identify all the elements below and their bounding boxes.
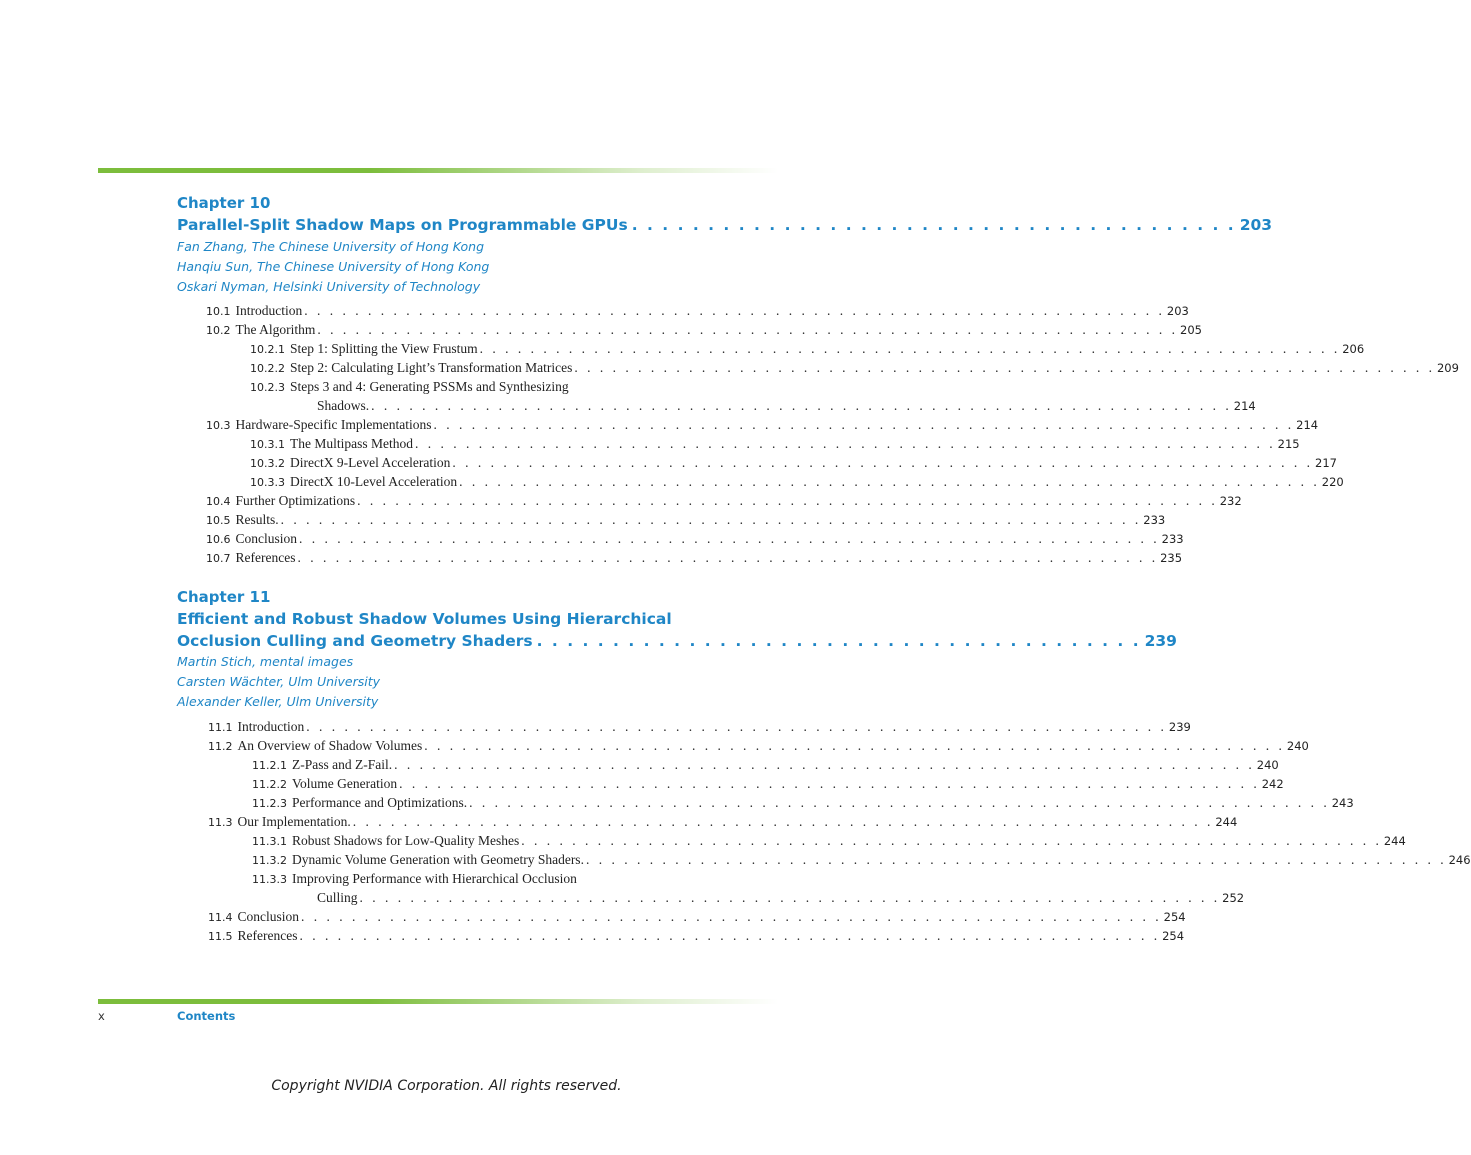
author: Alexander Keller, Ulm University (177, 694, 379, 709)
section-title: Z-Pass and Z-Fail. (292, 757, 393, 772)
toc-entry[interactable] (250, 474, 1344, 493)
section-page: 243 (1331, 796, 1354, 810)
section-number: 11.3.3 (252, 873, 287, 886)
section-page: 206 (1342, 342, 1365, 356)
section-page: 242 (1261, 777, 1284, 791)
page-number: x (98, 1009, 105, 1023)
section-title: The Algorithm (235, 322, 316, 337)
section-number: 10.2 (206, 324, 231, 337)
toc-entry[interactable] (206, 417, 1319, 436)
section-page: 217 (1315, 456, 1337, 470)
section-page: 214 (1296, 418, 1319, 432)
leader-dots: . . . . . . . . . . . . . . . . . . . . . . . . . . . . . . . . . . . . . . . . . . . . . . . . . . . . . . . . . . . . . . . . . . . . (585, 852, 1447, 867)
section-page: 214 (1233, 399, 1256, 413)
leader-dots: . . . . . . . . . . . . . . . . . . . . . . . . . . . . . . . . . . . . . . . . . . . . . . . . . . . . . . . . . . . . . . . . . . . . (415, 436, 1276, 451)
section-title: DirectX 10-Level Acceleration (290, 474, 458, 489)
section-page: 205 (1180, 323, 1202, 337)
section-number: 11.3.1 (252, 835, 287, 848)
toc-entry[interactable] (208, 719, 1191, 738)
section-number: 10.3 (206, 419, 231, 432)
bottom-rule (98, 999, 778, 1004)
toc-entry[interactable] (206, 512, 1166, 531)
toc-entry[interactable] (208, 814, 1238, 833)
leader-dots: . . . . . . . . . . . . . . . . . . . . . . . . . . . . . . . . . . . . . . . . . . . . . . . . . . . . . . . . . . . . . . . . . . . . (371, 398, 1232, 413)
section-number: 10.2.3 (250, 381, 285, 394)
section-title: References (235, 550, 296, 565)
section-title: The Multipass Method (290, 436, 413, 451)
chapter-label: Chapter 10 (177, 194, 271, 212)
section-page: 240 (1256, 758, 1279, 772)
section-number: 11.1 (208, 721, 233, 734)
section-number: 11.2.3 (252, 797, 287, 810)
leader-dots: . . . . . . . . . . . . . . . . . . . . . . . . . . . . . . . . . . . . . . . . . . . . . . . . . . . . . . . . . . . . . . . . . . . . (299, 928, 1161, 943)
section-title: Further Optimizations (235, 493, 356, 508)
section-page: 246 (1448, 853, 1471, 867)
section-title: Dynamic Volume Generation with Geometry Shaders. (292, 852, 584, 867)
copyright-notice: Copyright NVIDIA Corporation. All rights reserved. (271, 1078, 622, 1094)
section-title: Introduction (235, 303, 303, 318)
toc-entry[interactable] (252, 852, 1471, 871)
leader-dots: . . . . . . . . . . . . . . . . . . . . . . . . . . . . . . . . . . . . . . . . . . . . . . . . . . . . . . . . . . . . . . . . . . . . (304, 303, 1165, 318)
toc-entry[interactable] (250, 436, 1300, 455)
section-title: Culling (317, 890, 358, 905)
section-title: References (237, 928, 298, 943)
section-number: 11.5 (208, 930, 233, 943)
chapter-title[interactable]: Occlusion Culling and Geometry Shaders . . . . . . . . . . . . . . . . . . . . . . . . . . . . . . . . . . . . . . . . 239 (177, 632, 1177, 650)
toc-entry[interactable] (208, 738, 1309, 757)
chapter-title[interactable]: Parallel-Split Shadow Maps on Programmable GPUs . . . . . . . . . . . . . . . . . . . . . . . . . . . . . . . . . . . . . . . . 203 (177, 216, 1273, 234)
footer-section-link[interactable]: Contents (177, 1009, 236, 1023)
toc-entry[interactable] (206, 550, 1183, 569)
leader-dots: . . . . . . . . . . . . . . . . . . . . . . . . . . . . . . . . . . . . . . . . . . . . . . . . . . . . . . . . . . . . . . . . . . . . (352, 814, 1214, 829)
section-page: 244 (1383, 834, 1406, 848)
leader-dots: . . . . . . . . . . . . . . . . . . . . . . . . . . . . . . . . . . . . . . . . . . . . . . . . . . . . . . . . . . . . . . . . . . . . (301, 909, 1162, 924)
section-page: 209 (1436, 361, 1459, 375)
leader-dots: . . . . . . . . . . . . . . . . . . . . . . . . . . . . . . . . . . . . . . . . . . . . . . . . . . . . . . . . . . . . . . . . . . . . (399, 776, 1260, 791)
toc-entry[interactable] (208, 909, 1186, 928)
section-page: 215 (1277, 437, 1300, 451)
leader-dots: . . . . . . . . . . . . . . . . . . . . . . . . . . . . . . . . . . . . . . . . . . . . . . . . . . . . . . . . . . . . . . . . . . . . (452, 455, 1314, 470)
section-number: 10.1 (206, 305, 231, 318)
section-number: 11.4 (208, 911, 233, 924)
leader-dots: . . . . . . . . . . . . . . . . . . . . . . . . . . . . . . . . . . . . . . . . . . . . . . . . . . . . . . . . . . . . . . . . . . . . (574, 360, 1435, 375)
section-page: 233 (1161, 532, 1184, 546)
toc-entry[interactable] (206, 531, 1184, 550)
section-title: Conclusion (237, 909, 300, 924)
section-title: Performance and Optimizations. (292, 795, 468, 810)
section-page: 220 (1321, 475, 1344, 489)
toc-entry[interactable] (208, 928, 1185, 947)
section-page: 244 (1215, 815, 1238, 829)
section-number: 11.2 (208, 740, 233, 753)
author: Carsten Wächter, Ulm University (177, 674, 381, 689)
toc-entry[interactable] (206, 303, 1189, 322)
leader-dots: . . . . . . . . . . . . . . . . . . . . . . . . . . . . . . . . . . . . . . . . . . . . . . . . . . . . . . . . . . . . . . . . . . . . (306, 719, 1167, 734)
section-title: Results. (235, 512, 279, 527)
leader-dots: . . . . . . . . . . . . . . . . . . . . . . . . . . . . . . . . . . . . . . . . . . . . . . . . . . . . . . . . . . . . . . . . . . . . (469, 795, 1330, 810)
section-number: 11.2.2 (252, 778, 287, 791)
section-title: Improving Performance with Hierarchical Occlusion (292, 871, 577, 886)
section-page: 233 (1143, 513, 1166, 527)
section-number: 10.7 (206, 552, 231, 565)
section-title: Step 1: Splitting the View Frustum (290, 341, 478, 356)
section-title: Volume Generation (292, 776, 398, 791)
leader-dots: . . . . . . . . . . . . . . . . . . . . . . . . . . . . . . . . . . . . . . . . . . . . . . . . . . . . . . . . . . . . . . . . . . . . (433, 417, 1295, 432)
toc-entry[interactable] (206, 493, 1242, 512)
section-number: 11.3 (208, 816, 233, 829)
leader-dots: . . . . . . . . . . . . . . . . . . . . . . . . . . . . . . . . . . . . . . . . . . . . . . . . . . . . . . . . . . . . . . . . . . . . (479, 341, 1341, 356)
toc-entry[interactable] (252, 757, 1279, 776)
section-title: Shadows. (317, 398, 370, 413)
leader-dots: . . . . . . . . . . . . . . . . . . . . . . . . . . . . . . . . . . . . . . . . . . . . . . . . . . . . . . . . . . . . . . . . . . . . (299, 531, 1160, 546)
top-rule (98, 168, 778, 173)
chapter-page: 239 (1144, 632, 1177, 650)
section-title: Robust Shadows for Low-Quality Meshes (292, 833, 520, 848)
leader-dots: . . . . . . . . . . . . . . . . . . . . . . . . . . . . . . . . . . . . . . . . . . . . . . . . . . . . . . . . . . . . . . . . . . . . (459, 474, 1320, 489)
section-number: 10.2.1 (250, 343, 285, 356)
section-number: 10.3.3 (250, 476, 285, 489)
section-number: 10.2.2 (250, 362, 285, 375)
toc-entry[interactable] (252, 833, 1406, 852)
section-number: 11.3.2 (252, 854, 287, 867)
toc-entry[interactable] (250, 341, 1365, 360)
section-page: 232 (1219, 494, 1242, 508)
author: Fan Zhang, The Chinese University of Hong Kong (177, 239, 485, 254)
author: Oskari Nyman, Helsinki University of Technology (177, 279, 481, 294)
section-title: An Overview of Shadow Volumes (237, 738, 423, 753)
toc-entry[interactable] (252, 776, 1284, 795)
chapter-page: 203 (1239, 216, 1273, 234)
section-page: 239 (1168, 720, 1191, 734)
toc-entry[interactable] (250, 360, 1459, 379)
leader-dots: . . . . . . . . . . . . . . . . . . . . . . . . . . . . . . . . . . . . . . . . . . . . . . . . . . . . . . . . . . . . . . . . . . . . (280, 512, 1142, 527)
toc-entry[interactable] (252, 795, 1354, 814)
chapter-title-text: Parallel-Split Shadow Maps on Programmable GPUs (177, 216, 628, 234)
section-number: 10.5 (206, 514, 231, 527)
section-title: Steps 3 and 4: Generating PSSMs and Synthesizing (290, 379, 569, 394)
author: Martin Stich, mental images (177, 654, 354, 669)
section-number: 10.4 (206, 495, 231, 508)
section-page: 240 (1286, 739, 1309, 753)
section-page: 252 (1222, 891, 1245, 905)
section-page: 235 (1160, 551, 1183, 565)
leader-dots: . . . . . . . . . . . . . . . . . . . . . . . . . . . . . . . . . . . . . . . . . . . . . . . . . . . . . . . . . . . . . . . . . . . . (317, 322, 1178, 337)
toc-entry[interactable] (250, 379, 569, 398)
section-number: 10.6 (206, 533, 231, 546)
section-number: 11.2.1 (252, 759, 287, 772)
leader-dots: . . . . . . . . . . . . . . . . . . . . . . . . . . . . . . . . . . . . . . . . . . . . . . . . . . . . . . . . . . . . . . . . . . . . (297, 550, 1159, 565)
toc-entry[interactable] (252, 871, 577, 890)
toc-entry[interactable] (317, 398, 1256, 417)
section-title: Step 2: Calculating Light’s Transformation Matrices (290, 360, 573, 375)
toc-entry[interactable] (317, 890, 1245, 909)
section-title: DirectX 9-Level Acceleration (290, 455, 451, 470)
section-page: 203 (1166, 304, 1189, 318)
chapter-title-line: Efficient and Robust Shadow Volumes Using Hierarchical (177, 610, 672, 628)
leader-dots: . . . . . . . . . . . . . . . . . . . . . . . . . . . . . . . . . . . . . . . . . . . . . . . . . . . . . . . . . . . . . . . . . . . . (424, 738, 1285, 753)
section-number: 10.3.2 (250, 457, 285, 470)
leader-dots: . . . . . . . . . . . . . . . . . . . . . . . . . . . . . . . . . . . . . . . . . . . . . . . . . . . . . . . . . . . . . . . . . . . . (394, 757, 1255, 772)
section-title: Hardware-Specific Implementations (235, 417, 432, 432)
section-title: Our Implementation. (237, 814, 351, 829)
leader-dots: . . . . . . . . . . . . . . . . . . . . . . . . . . . . . . . . . . . . . . . . . . . . . . . . . . . . . . . . . . . . . . . . . . . . (359, 890, 1221, 905)
section-title: Introduction (237, 719, 305, 734)
leader-dots: . . . . . . . . . . . . . . . . . . . . . . . . . . . . . . . . . . . . . . . . . . . . . . . . . . . . . . . . . . . . . . . . . . . . (521, 833, 1382, 848)
section-page: 254 (1162, 929, 1185, 943)
section-number: 10.3.1 (250, 438, 285, 451)
leader-dots: . . . . . . . . . . . . . . . . . . . . . . . . . . . . . . . . . . . . . . . . . . . . . . . . . . . . . . . . . . . . . . . . . . . . (357, 493, 1218, 508)
toc-entry[interactable] (206, 322, 1202, 341)
toc-entry[interactable] (250, 455, 1337, 474)
chapter-title-text: Occlusion Culling and Geometry Shaders (177, 632, 533, 650)
author: Hanqiu Sun, The Chinese University of Hong Kong (177, 259, 490, 274)
chapter-label: Chapter 11 (177, 588, 271, 606)
section-title: Conclusion (235, 531, 298, 546)
section-page: 254 (1163, 910, 1186, 924)
